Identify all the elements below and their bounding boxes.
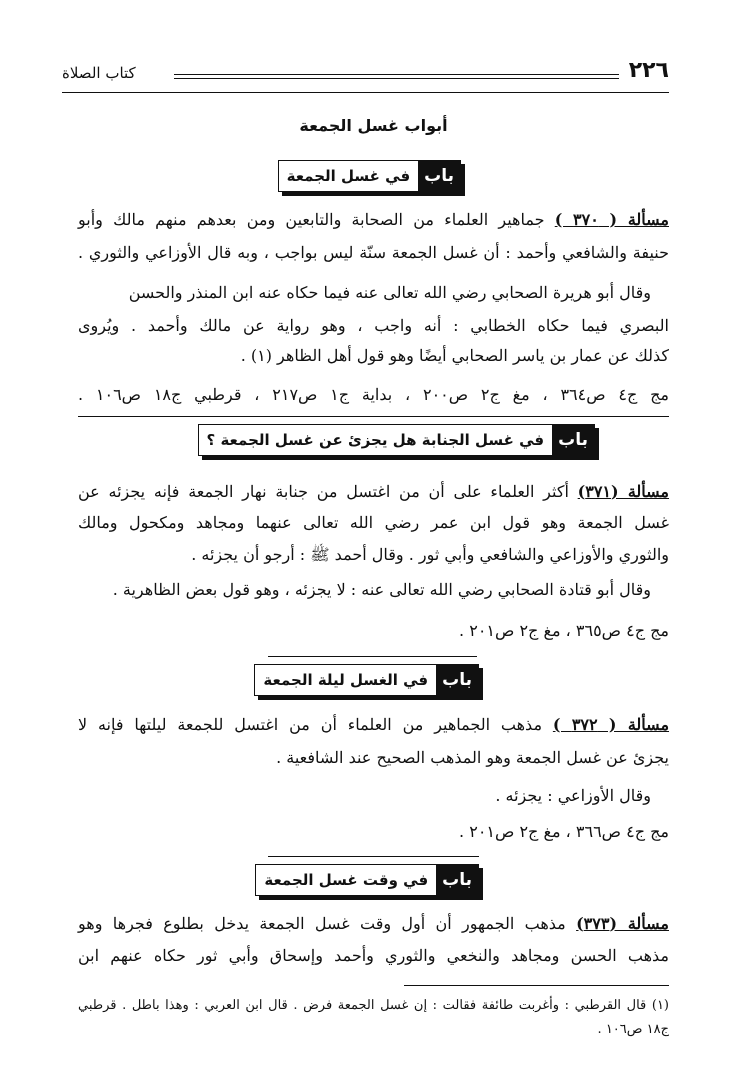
bab-tag: باب — [436, 865, 478, 895]
bab-title: في وقت غسل الجمعة — [264, 871, 429, 889]
masala-label: مسألة ( ٣٧٠ ) — [554, 210, 669, 229]
masala-371-line-2: غسل الجمعة وهو قول ابن عمر رضي الله تعالى عنهما ومجاهد ومكحول ومالك — [78, 513, 669, 532]
bab-title: في غسل الجمعة — [286, 167, 411, 185]
masala-370-line-5: كذلك عن عمار بن ياسر الصحابي أيضًا وهو قول أهل الظاهر (١) . — [240, 346, 669, 365]
bab-tag: باب — [418, 161, 460, 191]
bab-heading-4 — [0, 864, 747, 904]
book-title: كتاب الصلاة — [62, 64, 136, 82]
masala-label: مسألة (٣٧٣) — [576, 914, 669, 933]
footnote-line-1: (١) قال القرطبي : وأغربت طائفة فقالت : إن غسل الجمعة فرض . قال ابن العربي : وهذا باطل . قرطبي — [78, 998, 669, 1013]
bab-box — [255, 864, 479, 896]
masala-373-line-1: مسألة (٣٧٣) مذهب الجمهور أن أول وقت غسل الجمعة يدخل بطلوع فجرها وهو — [78, 914, 669, 933]
bab-heading-1 — [0, 160, 747, 200]
bab-title: في غسل الجنابة هل يجزئ عن غسل الجمعة ؟ — [206, 431, 545, 449]
bab-divider — [268, 656, 477, 657]
masala-370-line-2: حنيفة والشافعي وأحمد : أن غسل الجمعة سنّة ليس بواجب ، وبه قال الأوزاعي والثوري . — [78, 243, 669, 262]
header-bottom-rule — [62, 92, 669, 93]
footnote-rule — [404, 985, 669, 986]
masala-label: مسألة ( ٣٧٢ ) — [552, 715, 670, 734]
bab-heading-3 — [0, 664, 747, 704]
bab-divider — [268, 856, 479, 857]
masala-370-line-1: مسألة ( ٣٧٠ ) جماهير العلماء من الصحابة والتابعين ومن بعدهم منهم مالك وأبو — [78, 210, 669, 229]
masala-373-line-2: مذهب الحسن ومجاهد والنخعي والثوري وأحمد وإسحاق وأبي ثور حكاه عنهم ابن — [78, 946, 669, 965]
masala-370-line-4: البصري فيما حكاه الخطابي : أنه واجب ، وهو رواية عن مالك وأحمد . ويُروى — [78, 316, 669, 335]
bab-title: في الغسل ليلة الجمعة — [263, 671, 429, 689]
bab-tag: باب — [436, 665, 478, 695]
masala-372-refs: مج ج٤ ص٣٦٦ ، مغ ج٢ ص٢٠١ . — [459, 822, 669, 841]
bab-box — [254, 664, 479, 696]
masala-label: مسألة (٣٧١) — [577, 482, 670, 501]
section-title: أبواب غسل الجمعة — [299, 116, 448, 135]
bab-box — [278, 160, 461, 192]
header-double-rule — [174, 74, 619, 79]
masala-372-line-1: مسألة ( ٣٧٢ ) مذهب الجماهير من العلماء أن من اغتسل للجمعة ليلتها فإنه لا — [78, 715, 670, 734]
masala-371-line-3: والثوري والأوزاعي والشافعي وأبي ثور . وقال أحمد ﷺ : أرجو أن يجزئه . — [191, 545, 669, 564]
masala-370-refs: مج ج٤ ص٣٦٤ ، مغ ج٢ ص٢٠٠ ، بداية ج١ ص٢١٧ ، قرطبي ج١٨ ص١٠٦ . — [78, 385, 669, 404]
page-header — [62, 58, 669, 90]
bab-heading-2 — [0, 424, 747, 464]
masala-371-line-4: وقال أبو قتادة الصحابي رضي الله تعالى عنه : لا يجزئه ، وهو قول بعض الظاهرية . — [112, 580, 651, 599]
footnote-line-2: ج١٨ ص١٠٦ . — [597, 1022, 669, 1037]
bab-tag: باب — [552, 425, 594, 455]
masala-372-line-2: يجزئ عن غسل الجمعة وهو المذهب الصحيح عند الشافعية . — [276, 748, 669, 767]
masala-371-refs: مج ج٤ ص٣٦٥ ، مغ ج٢ ص٢٠١ . — [459, 621, 669, 640]
page-number: ٢٢٦ — [628, 58, 669, 83]
bab-divider — [78, 416, 669, 417]
masala-370-line-3: وقال أبو هريرة الصحابي رضي الله تعالى عنه فيما حكاه عنه ابن المنذر والحسن — [128, 283, 651, 302]
bab-box — [198, 424, 595, 456]
masala-371-line-1: مسألة (٣٧١) أكثر العلماء على أن من اغتسل من جنابة نهار الجمعة فإنه يجزئه عن — [78, 482, 670, 501]
masala-372-line-3: وقال الأوزاعي : يجزئه . — [495, 786, 651, 805]
